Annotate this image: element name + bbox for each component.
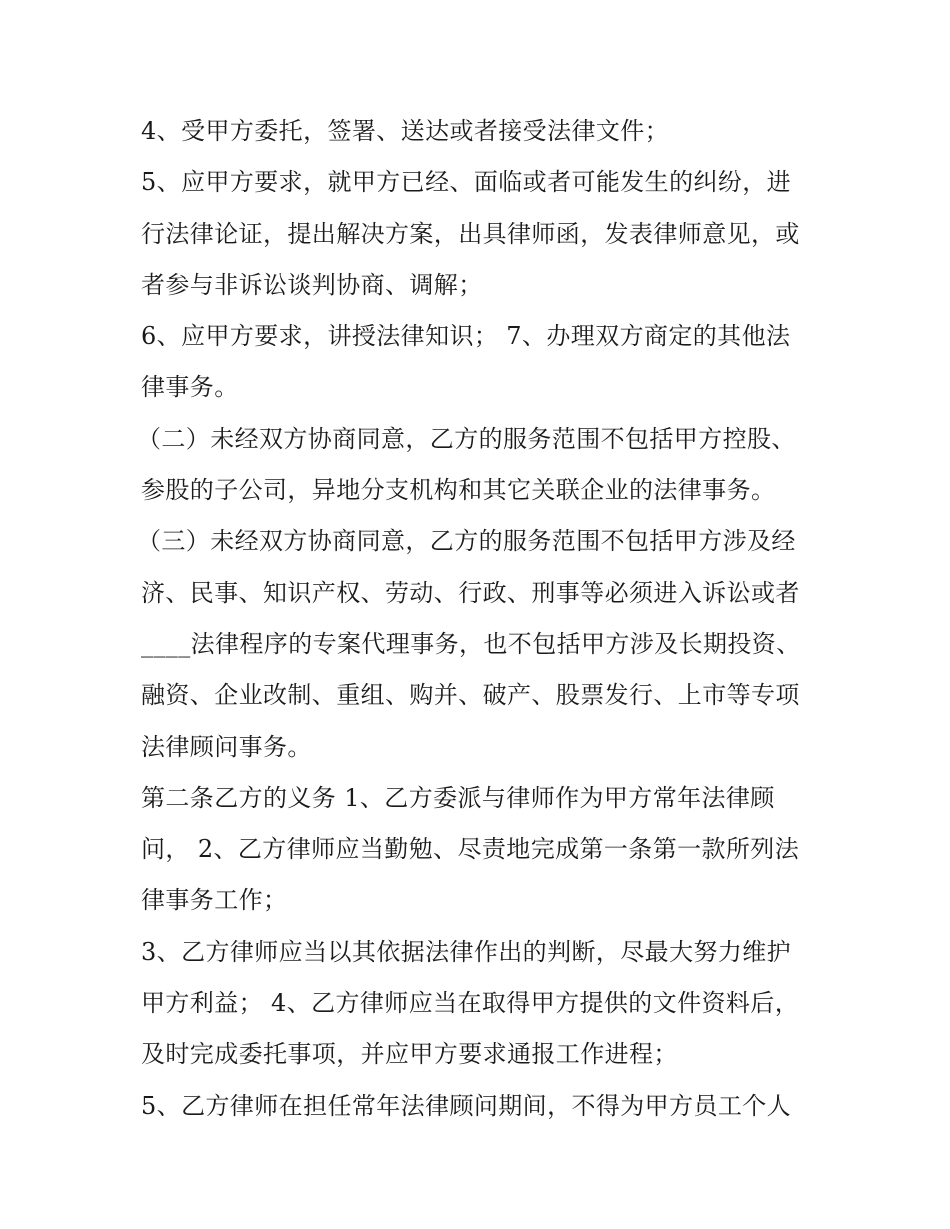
text-line-1: 4、受甲方委托，签署、送达或者接受法律文件； [141, 117, 670, 145]
text-line-9: （三）未经双方协商同意，乙方的服务范围不包括甲方涉及经 [137, 527, 796, 556]
text-line-13: 法律顾问事务。 [141, 732, 312, 761]
text-line-3: 行法律论证，提出解决方案，出具律师函，发表律师意见，或 [141, 219, 800, 248]
text-line-17: 3、乙方律师应当以其依据法律作出的判断，尽最大努力维护 [141, 937, 792, 966]
text-line-20: 5、乙方律师在担任常年法律顾问期间，不得为甲方员工个人 [141, 1091, 792, 1120]
text-line-4: 者参与非诉讼谈判协商、调解； [141, 270, 483, 299]
text-line-5: 6、应甲方要求，讲授法律知识； 7、办理双方商定的其他法 [141, 322, 791, 351]
text-line-14: 第二条乙方的义务 1、乙方委派与律师作为甲方常年法律顾 [141, 783, 775, 812]
text-line-2: 5、应甲方要求，就甲方已经、面临或者可能发生的纠纷，进 [141, 168, 792, 197]
text-line-7: （二）未经双方协商同意，乙方的服务范围不包括甲方控股、 [137, 424, 796, 453]
text-line-18: 甲方利益； 4、乙方律师应当在取得甲方提供的文件资料后， [141, 989, 800, 1018]
text-line-10: 济、民事、知识产权、劳动、行政、刑事等必须进入诉讼或者 [141, 578, 800, 607]
text-line-15: 问， 2、乙方律师应当勤勉、尽责地完成第一条第一款所列法 [141, 835, 800, 864]
text-line-6: 律事务。 [141, 373, 239, 402]
text-line-11: ____法律程序的专案代理事务，也不包括甲方涉及长期投资、 [141, 629, 801, 658]
document-body [137, 106, 821, 1132]
text-line-8: 参股的子公司，异地分支机构和其它关联企业的法律事务。 [141, 476, 776, 505]
text-line-19: 及时完成委托事项，并应甲方要求通报工作进程； [141, 1040, 678, 1069]
text-line-16: 律事务工作； [141, 886, 288, 915]
text-line-12: 融资、企业改制、重组、购并、破产、股票发行、上市等专项 [141, 681, 800, 710]
